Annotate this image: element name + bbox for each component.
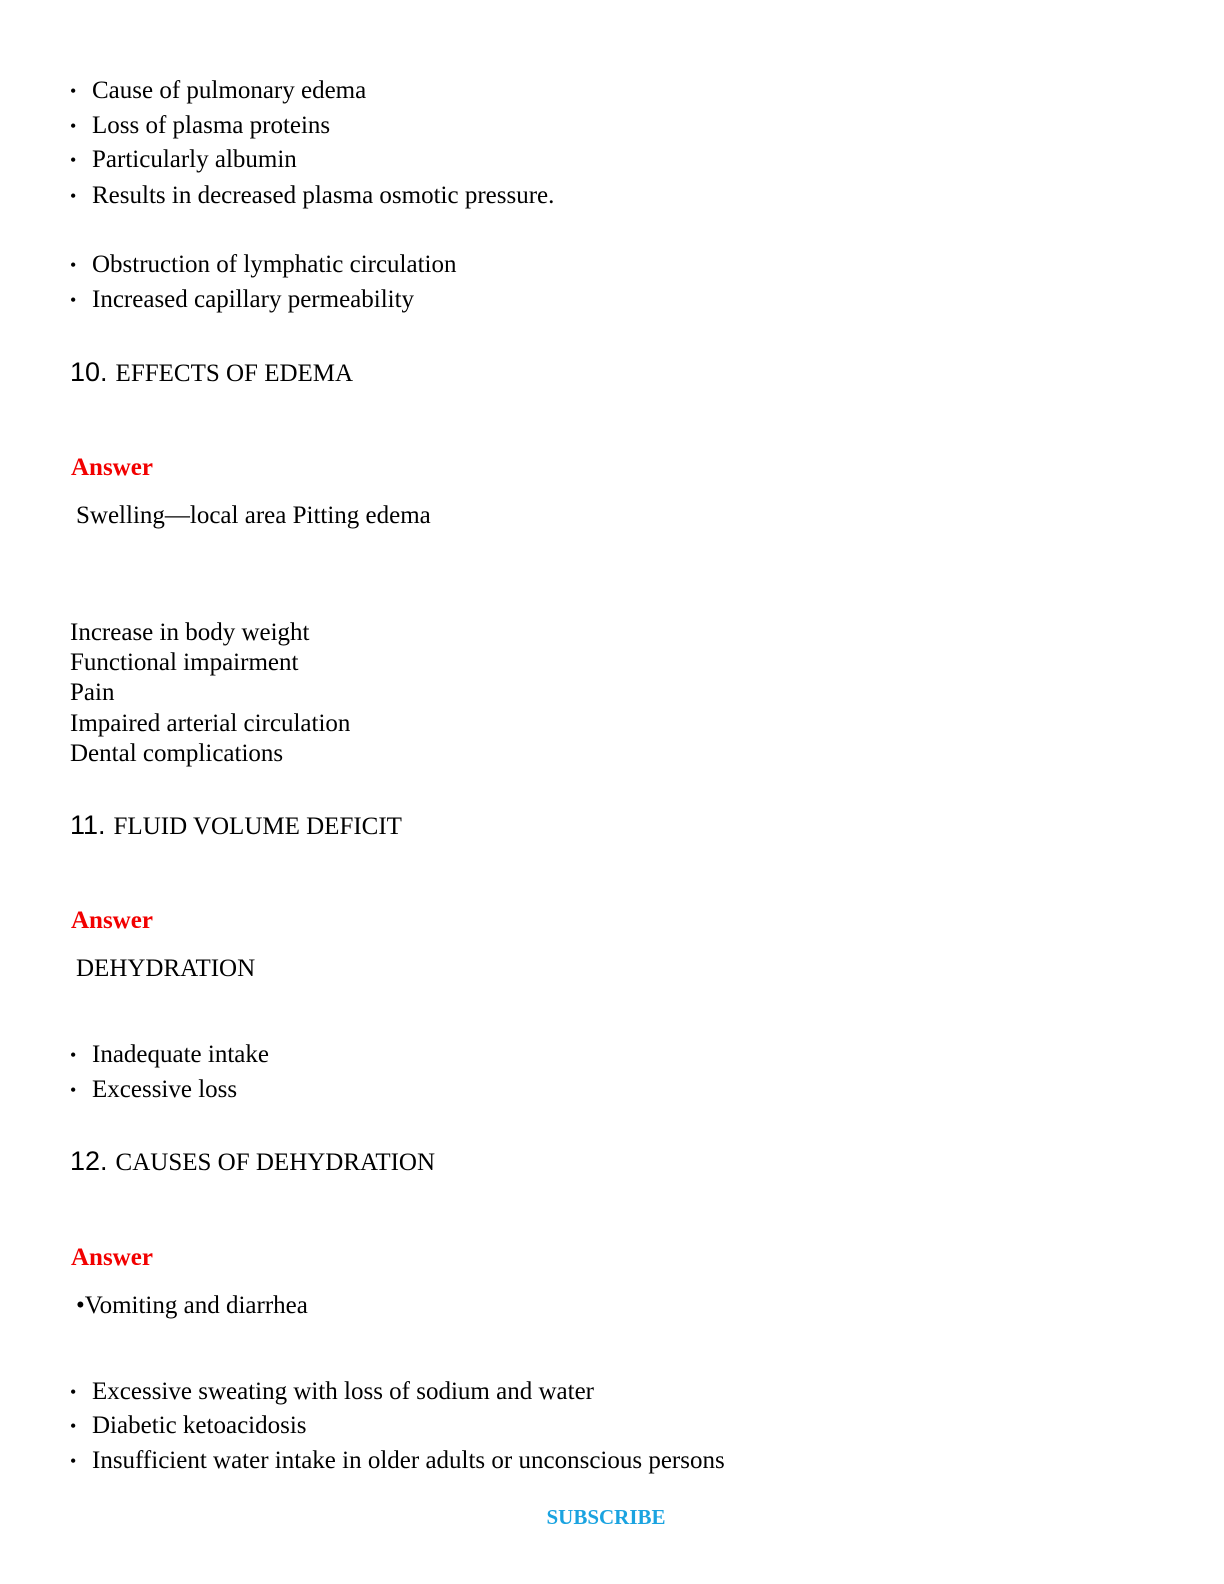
answer-line: Pain xyxy=(70,679,115,706)
bullet-text: Loss of plasma proteins xyxy=(92,112,331,139)
bullet-dot: • xyxy=(70,116,77,136)
question-heading xyxy=(70,356,353,390)
subscribe-link[interactable]: SUBSCRIBE xyxy=(546,1505,666,1529)
bullet-dot: • xyxy=(70,1382,77,1402)
bullet-text: Excessive sweating with loss of sodium and water xyxy=(92,1378,594,1405)
question-number: 10. xyxy=(70,357,108,387)
bullet-dot: • xyxy=(70,186,77,206)
bullet-text: Cause of pulmonary edema xyxy=(92,77,367,104)
bullet-text: Excessive loss xyxy=(92,1076,238,1103)
answer-label: Answer xyxy=(71,1244,153,1271)
answer-text: DEHYDRATION xyxy=(76,955,256,982)
answer-label: Answer xyxy=(71,907,153,934)
answer-label: Answer xyxy=(71,454,153,481)
bullet-dot: • xyxy=(70,1080,77,1100)
question-title: FLUID VOLUME DEFICIT xyxy=(113,813,402,840)
answer-line: Dental complications xyxy=(70,740,284,767)
bullet-text: Increased capillary permeability xyxy=(92,286,415,313)
question-heading xyxy=(70,1145,435,1179)
bullet-dot: • xyxy=(70,1451,77,1471)
bullet-dot: • xyxy=(70,290,77,310)
bullet-dot: • xyxy=(70,81,77,101)
question-title: CAUSES OF DEHYDRATION xyxy=(115,1149,436,1176)
answer-line: Functional impairment xyxy=(70,649,299,676)
bullet-dot: • xyxy=(70,150,77,170)
question-title: EFFECTS OF EDEMA xyxy=(115,360,354,387)
bullet-text: Insufficient water intake in older adults or unconscious persons xyxy=(92,1447,725,1474)
answer-text: Swelling—local area Pitting edema xyxy=(76,502,431,529)
bullet-text: Diabetic ketoacidosis xyxy=(92,1412,307,1439)
answer-line: Increase in body weight xyxy=(70,619,310,646)
answer-text: •Vomiting and diarrhea xyxy=(76,1292,308,1319)
bullet-text: Results in decreased plasma osmotic pressure. xyxy=(92,182,555,209)
bullet-dot: • xyxy=(70,1416,77,1436)
question-heading xyxy=(70,809,402,843)
question-number: 11. xyxy=(70,810,106,840)
bullet-text: Obstruction of lymphatic circulation xyxy=(92,251,457,278)
bullet-text: Particularly albumin xyxy=(92,146,297,173)
bullet-text: Inadequate intake xyxy=(92,1041,269,1068)
question-number: 12. xyxy=(70,1146,108,1176)
bullet-dot: • xyxy=(70,1045,77,1065)
answer-line: Impaired arterial circulation xyxy=(70,710,351,737)
bullet-dot: • xyxy=(70,255,77,275)
